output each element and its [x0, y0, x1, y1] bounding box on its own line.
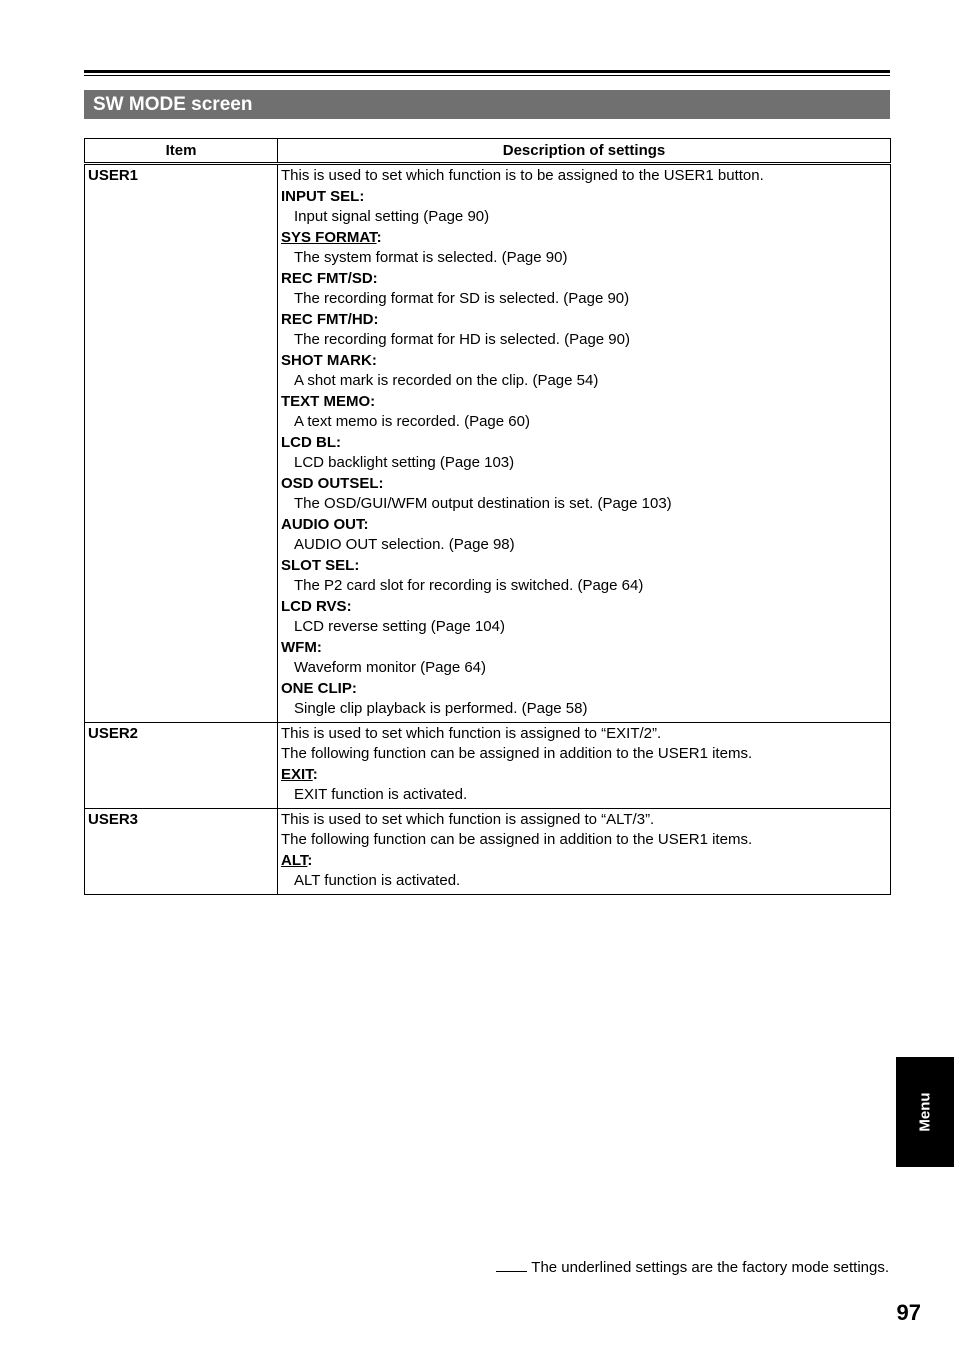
item-cell: USER2 [85, 722, 278, 808]
column-header-description: Description of settings [278, 139, 891, 164]
option-name: SLOT SEL: [281, 556, 360, 574]
row-intro: This is used to set which function is assigned to “EXIT/2”. [281, 724, 662, 742]
option-name: WFM: [281, 638, 322, 656]
row-intro: The following function can be assigned in addition to the USER1 items. [281, 745, 753, 762]
side-tab-menu [896, 1057, 954, 1167]
table-header-row [85, 139, 891, 164]
option-description: A shot mark is recorded on the clip. (Page 54) [294, 372, 599, 389]
underline-sample [496, 1259, 527, 1272]
option-description: The P2 card slot for recording is switched. (Page 64) [294, 577, 644, 594]
column-header-item: Item [85, 139, 278, 164]
section-title: SW MODE screen [84, 90, 890, 119]
settings-table [84, 138, 891, 895]
option-description: Waveform monitor (Page 64) [294, 659, 487, 676]
footnote [496, 1259, 889, 1276]
option-description: The system format is selected. (Page 90) [294, 249, 568, 266]
option-description: LCD reverse setting (Page 104) [294, 618, 505, 635]
option-description: AUDIO OUT selection. (Page 98) [294, 536, 515, 553]
table-row [85, 808, 891, 894]
row-intro: The following function can be assigned in addition to the USER1 items. [281, 831, 753, 848]
option-description: A text memo is recorded. (Page 60) [294, 413, 530, 430]
item-cell: USER1 [85, 164, 278, 723]
row-intro: This is used to set which function is to be assigned to the USER1 button. [281, 167, 764, 184]
table-row [85, 722, 891, 808]
side-tab-label: Menu [916, 1092, 934, 1132]
top-rule [84, 70, 890, 73]
page-number: 97 [896, 1300, 921, 1325]
option-description: ALT function is activated. [294, 872, 461, 889]
option-description: The recording format for HD is selected. (Page 90) [294, 331, 630, 348]
option-name: LCD RVS: [281, 597, 352, 615]
option-name-default: EXIT: [281, 765, 318, 783]
option-description: Single clip playback is performed. (Page 58) [294, 700, 588, 717]
option-description: The OSD/GUI/WFM output destination is set. (Page 103) [294, 495, 672, 512]
option-name: OSD OUTSEL: [281, 474, 384, 492]
option-name: TEXT MEMO: [281, 392, 376, 410]
description-cell [278, 722, 891, 808]
option-description: EXIT function is activated. [294, 786, 468, 803]
option-name: AUDIO OUT: [281, 515, 369, 533]
row-intro: This is used to set which function is assigned to “ALT/3”. [281, 810, 655, 828]
item-cell: USER3 [85, 808, 278, 894]
option-name: REC FMT/HD: [281, 310, 379, 328]
option-description: LCD backlight setting (Page 103) [294, 454, 515, 471]
option-name-default: SYS FORMAT: [281, 228, 382, 246]
option-description: The recording format for SD is selected. (Page 90) [294, 290, 630, 307]
option-description: Input signal setting (Page 90) [294, 208, 490, 225]
option-name: INPUT SEL: [281, 187, 365, 205]
option-name: ONE CLIP: [281, 679, 357, 697]
option-name: SHOT MARK: [281, 351, 377, 369]
top-rule-thin [84, 75, 890, 76]
table-row [85, 164, 891, 723]
description-cell [278, 164, 891, 723]
option-name-default: ALT: [281, 851, 313, 869]
option-name: LCD BL: [281, 433, 341, 451]
description-cell [278, 808, 891, 894]
footnote-text: The underlined settings are the factory mode settings. [531, 1259, 889, 1276]
option-name: REC FMT/SD: [281, 269, 378, 287]
